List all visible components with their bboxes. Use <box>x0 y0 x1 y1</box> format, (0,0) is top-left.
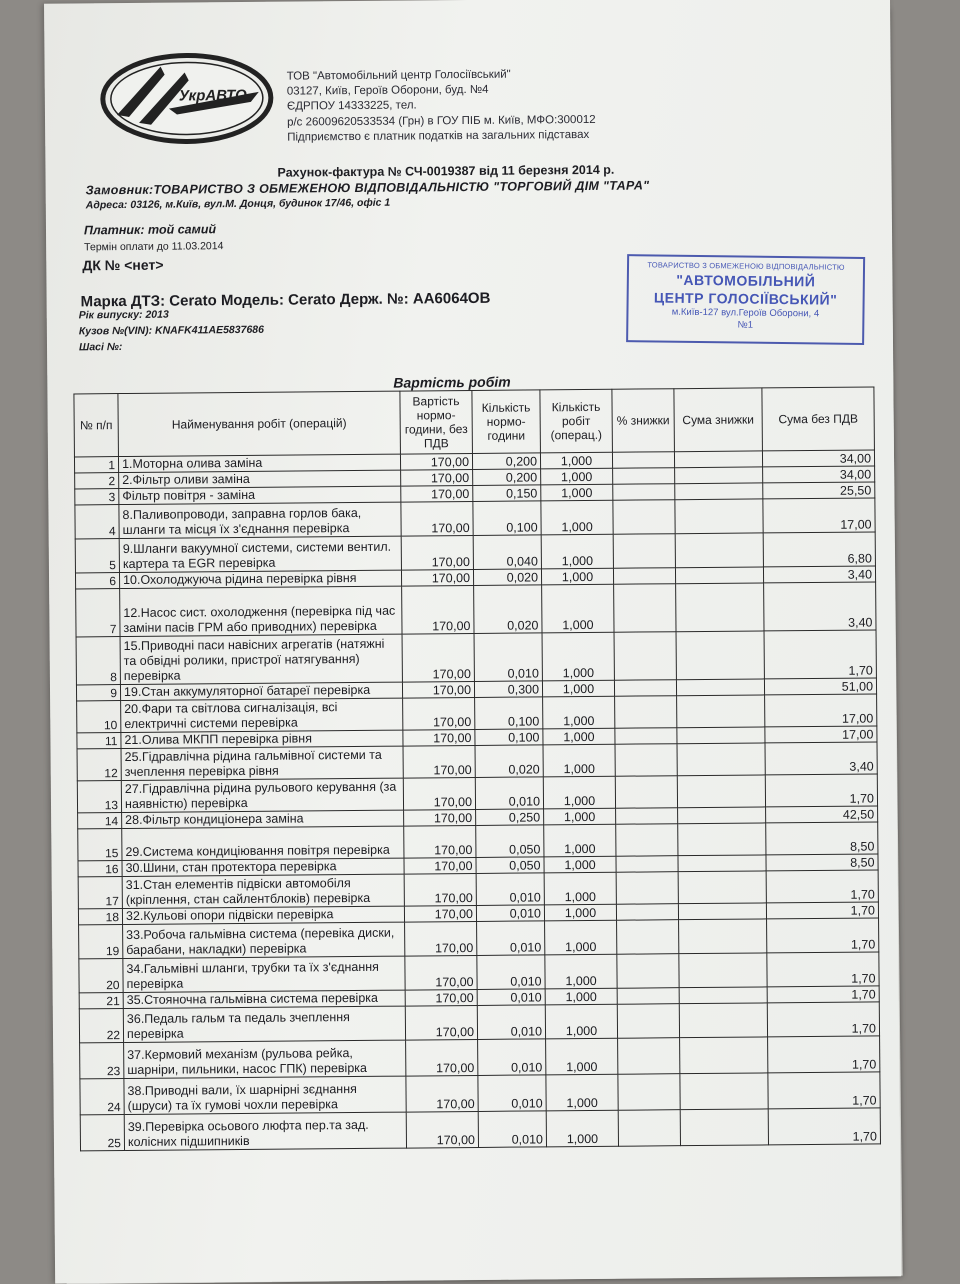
row-hour-price: 170,00 <box>402 585 474 634</box>
row-total: 1,70 <box>765 774 877 807</box>
row-discount-pct <box>617 1004 679 1039</box>
row-work-name: 39.Перевірка осьового люфта пер.та зад. колісних підшипників <box>124 1112 406 1150</box>
row-total: 1,70 <box>766 870 878 903</box>
row-work-count: 1,000 <box>544 856 616 873</box>
row-work-name: 9.Шланги вакуумної системи, системи вентил. картера та EGR перевірка <box>119 536 401 572</box>
payment-term: Термін оплати до 11.03.2014 <box>84 240 224 254</box>
row-total: 6,80 <box>763 532 875 567</box>
row-work-name: 36.Педаль гальм та педаль зчеплення перевірка <box>123 1006 405 1042</box>
row-discount-pct <box>618 1038 680 1075</box>
row-discount-sum <box>675 567 763 584</box>
row-discount-pct <box>618 1074 680 1111</box>
row-work-name: 35.Стояночна гальмівна система перевірка <box>123 990 405 1008</box>
row-hour-price: 170,00 <box>404 905 476 922</box>
row-total: 1,70 <box>764 630 876 679</box>
row-total: 1,70 <box>768 1036 880 1073</box>
row-number: 8 <box>76 637 120 685</box>
row-hour-price: 170,00 <box>403 745 475 778</box>
section-title: Вартість робіт <box>393 373 511 391</box>
row-hour-price: 170,00 <box>402 681 474 698</box>
row-discount-sum <box>674 451 762 468</box>
header-price: Вартість нормо-години, без ПДВ <box>400 390 473 454</box>
vehicle-vin: Кузов №(VIN): KNAFK411AE5837686 <box>78 323 265 338</box>
row-work-name: 21.Олива МКПП перевірка рівня <box>121 730 403 748</box>
row-discount-pct <box>618 1110 680 1147</box>
row-discount-pct <box>614 632 676 681</box>
row-discount-sum <box>680 1037 768 1074</box>
row-hours: 0,010 <box>476 873 544 906</box>
row-discount-pct <box>612 452 674 469</box>
row-hour-price: 170,00 <box>404 809 476 826</box>
row-work-count: 1,000 <box>543 744 615 777</box>
header-name: Найменування робіт (операцій) <box>118 391 401 456</box>
row-discount-pct <box>613 568 675 585</box>
row-hour-price: 170,00 <box>401 569 473 586</box>
row-number: 20 <box>79 959 123 993</box>
row-discount-sum <box>675 483 763 500</box>
row-work-name: 34.Гальмівні шланги, трубки та їх з'єднання перевірка <box>123 956 405 992</box>
row-hour-price: 170,00 <box>401 501 473 536</box>
row-hours: 0,100 <box>473 501 541 536</box>
row-number: 4 <box>75 505 119 539</box>
row-work-name: 38.Приводні вали, їх шарнірні зєднання (шруси) та їх гумові чохли перевірка <box>124 1076 406 1114</box>
row-hours: 0,010 <box>477 955 545 990</box>
row-hour-price: 170,00 <box>401 469 473 486</box>
row-hours: 0,300 <box>474 681 542 698</box>
row-discount-pct <box>613 484 675 501</box>
row-work-count: 1,000 <box>543 696 615 729</box>
row-discount-sum <box>675 467 763 484</box>
row-number: 23 <box>80 1043 124 1079</box>
row-discount-pct <box>616 872 678 905</box>
row-discount-sum <box>676 631 764 680</box>
row-number: 12 <box>77 749 121 781</box>
row-hours: 0,200 <box>472 453 540 470</box>
row-hours: 0,010 <box>477 1005 545 1040</box>
row-discount-pct <box>615 744 677 777</box>
row-hours: 0,010 <box>477 989 545 1006</box>
row-work-name: 30.Шини, стан протектора перевірка <box>122 858 404 876</box>
row-work-count: 1,000 <box>545 1004 617 1039</box>
row-work-count: 1,000 <box>546 1038 618 1075</box>
row-discount-pct <box>616 904 678 921</box>
row-work-count: 1,000 <box>545 954 617 989</box>
company-bank-account: р/с 26009620533534 (Грн) в ГОУ ПІБ м. Київ, МФО:300012 <box>287 113 596 129</box>
row-discount-sum <box>679 987 767 1004</box>
row-total: 17,00 <box>763 498 875 533</box>
row-work-name: 28.Фільтр кондиціонера заміна <box>122 810 404 828</box>
row-work-name: 32.Кульові опори підвіски перевірка <box>122 906 404 924</box>
row-work-count: 1,000 <box>544 808 616 825</box>
row-hour-price: 170,00 <box>403 777 475 810</box>
row-work-name: 8.Паливопроводи, заправна горлов бака, шланги та місця їх з'єднання перевірка <box>119 502 401 538</box>
works-table-body <box>74 450 880 1151</box>
stamp-line-1: ТОВАРИСТВО З ОБМЕЖЕНОЮ ВІДПОВІДАЛЬНІСТЮ <box>647 260 845 272</box>
row-hour-price: 170,00 <box>400 453 472 470</box>
row-hours: 0,010 <box>478 1111 546 1148</box>
row-total: 8,50 <box>766 822 878 855</box>
vehicle-chassis: Шасі №: <box>78 341 123 354</box>
row-discount-sum <box>676 583 764 632</box>
row-discount-sum <box>679 1003 767 1038</box>
row-discount-sum <box>677 695 765 728</box>
row-work-count: 1,000 <box>541 468 613 485</box>
row-work-count: 1,000 <box>544 872 616 905</box>
row-work-name: 15.Приводні паси навісних агрегатів (натяжні та обвідні ролики, пристрої натягування) перевірка <box>120 634 402 684</box>
row-discount-sum <box>678 855 766 872</box>
row-number: 10 <box>77 701 121 733</box>
row-work-count: 1,000 <box>541 568 613 585</box>
row-work-name: 31.Стан елементів підвіски автомобіля (кріплення, стан сайлентблоків) перевірка <box>122 874 404 908</box>
row-discount-pct <box>617 988 679 1005</box>
row-number: 25 <box>80 1115 124 1151</box>
logo-text: УкрАВТО <box>178 86 247 105</box>
row-discount-sum <box>675 533 763 568</box>
row-total: 3,40 <box>765 742 877 775</box>
row-discount-pct <box>614 584 676 633</box>
row-hour-price: 170,00 <box>403 697 475 730</box>
row-total: 1,70 <box>766 902 878 919</box>
row-work-count: 1,000 <box>540 452 612 469</box>
row-number: 24 <box>80 1079 124 1115</box>
row-hour-price: 170,00 <box>401 485 473 502</box>
works-table <box>73 386 881 1151</box>
row-number: 15 <box>78 829 122 861</box>
row-discount-pct <box>615 696 677 729</box>
row-discount-pct <box>617 954 679 989</box>
row-hours: 0,020 <box>474 585 542 634</box>
row-total: 34,00 <box>763 466 875 483</box>
row-work-count: 1,000 <box>545 988 617 1005</box>
invoice-page <box>44 0 901 1284</box>
row-work-name: 37.Кермовий механізм (рульова рейка, шарніри, пильники, насос ГПК) перевірка <box>124 1040 406 1078</box>
row-total: 1,70 <box>768 1072 880 1109</box>
row-work-name: 25.Гідравлічна рідина гальмівної системи та зчеплення перевірка рівня <box>121 746 403 780</box>
row-discount-pct <box>613 534 675 569</box>
row-hours: 0,010 <box>477 921 545 956</box>
row-total: 1,70 <box>767 986 879 1003</box>
row-work-count: 1,000 <box>541 484 613 501</box>
row-hour-price: 170,00 <box>404 825 476 858</box>
company-edrpou: ЄДРПОУ 14333225, тел. <box>286 99 417 113</box>
row-total: 1,70 <box>767 952 879 987</box>
row-number: 14 <box>78 813 122 829</box>
row-hours: 0,150 <box>473 485 541 502</box>
row-hour-price: 170,00 <box>401 535 473 570</box>
row-total: 1,70 <box>768 1108 880 1145</box>
row-discount-sum <box>679 919 767 954</box>
row-discount-sum <box>677 743 765 776</box>
vehicle-year: Рік випуску: 2013 <box>78 308 169 322</box>
row-discount-sum <box>680 1109 768 1146</box>
row-number: 2 <box>75 473 119 489</box>
payer-line: Платник: той самий <box>83 222 217 238</box>
row-total: 34,00 <box>762 450 874 467</box>
row-discount-pct <box>616 824 678 857</box>
row-discount-pct <box>613 500 675 535</box>
row-work-count: 1,000 <box>545 920 617 955</box>
header-num: № п/п <box>74 394 119 457</box>
row-discount-sum <box>680 1073 768 1110</box>
row-number: 21 <box>79 993 123 1009</box>
row-work-count: 1,000 <box>546 1074 618 1111</box>
row-hour-price: 170,00 <box>405 955 477 990</box>
row-discount-pct <box>614 680 676 697</box>
row-work-count: 1,000 <box>544 824 616 857</box>
header-count: Кількість робіт (операц.) <box>540 389 613 453</box>
row-work-count: 1,000 <box>543 728 615 745</box>
row-discount-pct <box>617 920 679 955</box>
stamp-line-4: м.Київ-127 вул.Героїв Оборони, 4 <box>671 306 820 320</box>
company-details <box>287 66 688 146</box>
row-discount-sum <box>678 903 766 920</box>
row-hours: 0,010 <box>474 633 542 682</box>
row-total: 8,50 <box>766 854 878 871</box>
row-work-count: 1,000 <box>543 776 615 809</box>
row-work-name: 33.Робоча гальмівна система (перевіка диски, барабани, накладки) перевірка <box>123 922 405 958</box>
row-number: 6 <box>75 573 119 589</box>
row-discount-pct <box>615 728 677 745</box>
row-hours: 0,020 <box>473 569 541 586</box>
row-hour-price: 170,00 <box>406 1039 478 1076</box>
row-work-count: 1,000 <box>542 584 614 633</box>
row-discount-pct <box>616 808 678 825</box>
row-work-name: 10.Охолоджуюча рідина перевірка рівня <box>119 570 401 588</box>
row-number: 22 <box>79 1009 123 1043</box>
row-number: 18 <box>78 909 122 925</box>
row-discount-pct <box>616 856 678 873</box>
row-number: 13 <box>77 781 121 813</box>
row-work-count: 1,000 <box>544 904 616 921</box>
row-work-count: 1,000 <box>541 534 613 569</box>
stamp-line-3: ЦЕНТР ГОЛОСІЇВСЬКИЙ" <box>653 289 838 308</box>
header-discount-pct: % знижки <box>612 389 675 453</box>
row-work-name: 29.Система кондиціювання повітря перевірка <box>122 826 404 860</box>
row-hour-price: 170,00 <box>404 857 476 874</box>
row-discount-sum <box>678 807 766 824</box>
row-discount-pct <box>613 468 675 485</box>
row-hours: 0,010 <box>476 905 544 922</box>
row-total: 17,00 <box>765 726 877 743</box>
row-number: 5 <box>75 539 119 573</box>
company-address: 03127, Київ, Героїв Оборони, буд. №4 <box>286 84 489 98</box>
customer-line: Замовник:ТОВАРИСТВО З ОБМЕЖЕНОЮ ВІДПОВІДАЛЬНІСТЮ "ТОРГОВИЙ ДІМ "ТАРА" <box>85 178 650 198</box>
row-hour-price: 170,00 <box>406 1111 478 1148</box>
row-hours: 0,100 <box>475 729 543 746</box>
row-hour-price: 170,00 <box>405 989 477 1006</box>
vehicle-line: Марка ДТЗ: Cerato Модель: Cerato Держ. №: AA6064OB <box>80 289 491 311</box>
row-discount-sum <box>676 679 764 696</box>
row-work-name: 20.Фари та світлова сигналізація, всі електричні системи перевірка <box>121 698 403 732</box>
row-number: 16 <box>78 861 122 877</box>
row-discount-sum <box>677 775 765 808</box>
row-work-name: 12.Насос сист. охолодження (перевірка під час заміни пасів ГРМ або приводних) перевірка <box>120 586 402 636</box>
stamp-line-2: "АВТОМОБІЛЬНИЙ <box>676 271 816 290</box>
row-total: 1,70 <box>767 1002 879 1037</box>
row-total: 3,40 <box>763 566 875 583</box>
row-hours: 0,010 <box>475 777 543 810</box>
row-number: 3 <box>75 489 119 505</box>
invoice-title: Рахунок-фактура № СЧ-0019387 від 11 березня 2014 р. <box>277 162 615 180</box>
row-hours: 0,100 <box>475 697 543 730</box>
row-hours: 0,050 <box>476 857 544 874</box>
row-hours: 0,010 <box>478 1075 546 1112</box>
row-hours: 0,010 <box>478 1039 546 1076</box>
ukravto-logo <box>98 48 275 146</box>
row-hour-price: 170,00 <box>404 873 476 906</box>
row-number: 17 <box>78 877 122 909</box>
row-number: 9 <box>76 685 120 701</box>
row-work-name: 2.Фільтр оливи заміна <box>119 470 401 488</box>
row-total: 25,50 <box>763 482 875 499</box>
table-row <box>76 630 876 685</box>
row-total: 3,40 <box>764 582 876 631</box>
table-row <box>80 1108 880 1151</box>
header-discount-sum: Сума знижки <box>674 388 763 452</box>
row-work-name: 27.Гідравлічна рідина рульового керування (за наявністю) перевірка <box>121 778 403 812</box>
row-work-name: 1.Моторна олива заміна <box>118 454 400 472</box>
table-row <box>76 582 876 637</box>
company-stamp <box>626 254 865 345</box>
row-work-count: 1,000 <box>542 632 614 681</box>
row-work-count: 1,000 <box>542 680 614 697</box>
row-number: 11 <box>77 733 121 749</box>
row-discount-sum <box>678 871 766 904</box>
row-hours: 0,200 <box>473 469 541 486</box>
company-tax-status: Підприємство є платник податків на загальних підставах <box>287 128 590 144</box>
row-hours: 0,050 <box>476 825 544 858</box>
row-discount-sum <box>677 727 765 744</box>
row-discount-sum <box>678 823 766 856</box>
header-total: Сума без ПДВ <box>762 387 875 451</box>
dk-number: ДК № <нет> <box>82 256 164 274</box>
row-discount-sum <box>675 499 763 534</box>
row-number: 7 <box>76 589 120 637</box>
table-header-row <box>74 387 875 457</box>
row-total: 17,00 <box>765 694 877 727</box>
row-number: 1 <box>74 457 118 473</box>
row-work-name: Фільтр повітря - заміна <box>119 486 401 504</box>
row-discount-sum <box>679 953 767 988</box>
row-hour-price: 170,00 <box>405 921 477 956</box>
row-discount-pct <box>615 776 677 809</box>
row-work-count: 1,000 <box>541 500 613 535</box>
row-hours: 0,250 <box>476 809 544 826</box>
row-work-name: 19.Стан аккумуляторної батареї перевірка <box>120 682 402 700</box>
header-qty: Кількість нормо-години <box>472 390 541 454</box>
row-total: 51,00 <box>764 678 876 695</box>
row-hour-price: 170,00 <box>403 729 475 746</box>
stamp-line-5: №1 <box>737 319 754 331</box>
row-hours: 0,020 <box>475 745 543 778</box>
customer-address: Адреса: 03126, м.Київ, вул.М. Донця, будинок 17/46, офіс 1 <box>85 196 391 212</box>
row-work-count: 1,000 <box>546 1110 618 1147</box>
row-total: 1,70 <box>767 918 879 953</box>
row-hour-price: 170,00 <box>402 633 474 682</box>
row-hours: 0,040 <box>473 535 541 570</box>
row-hour-price: 170,00 <box>406 1075 478 1112</box>
company-name: ТОВ "Автомобільний центр Голосіївський" <box>286 68 511 83</box>
row-total: 42,50 <box>766 806 878 823</box>
row-number: 19 <box>79 925 123 959</box>
row-hour-price: 170,00 <box>405 1005 477 1040</box>
